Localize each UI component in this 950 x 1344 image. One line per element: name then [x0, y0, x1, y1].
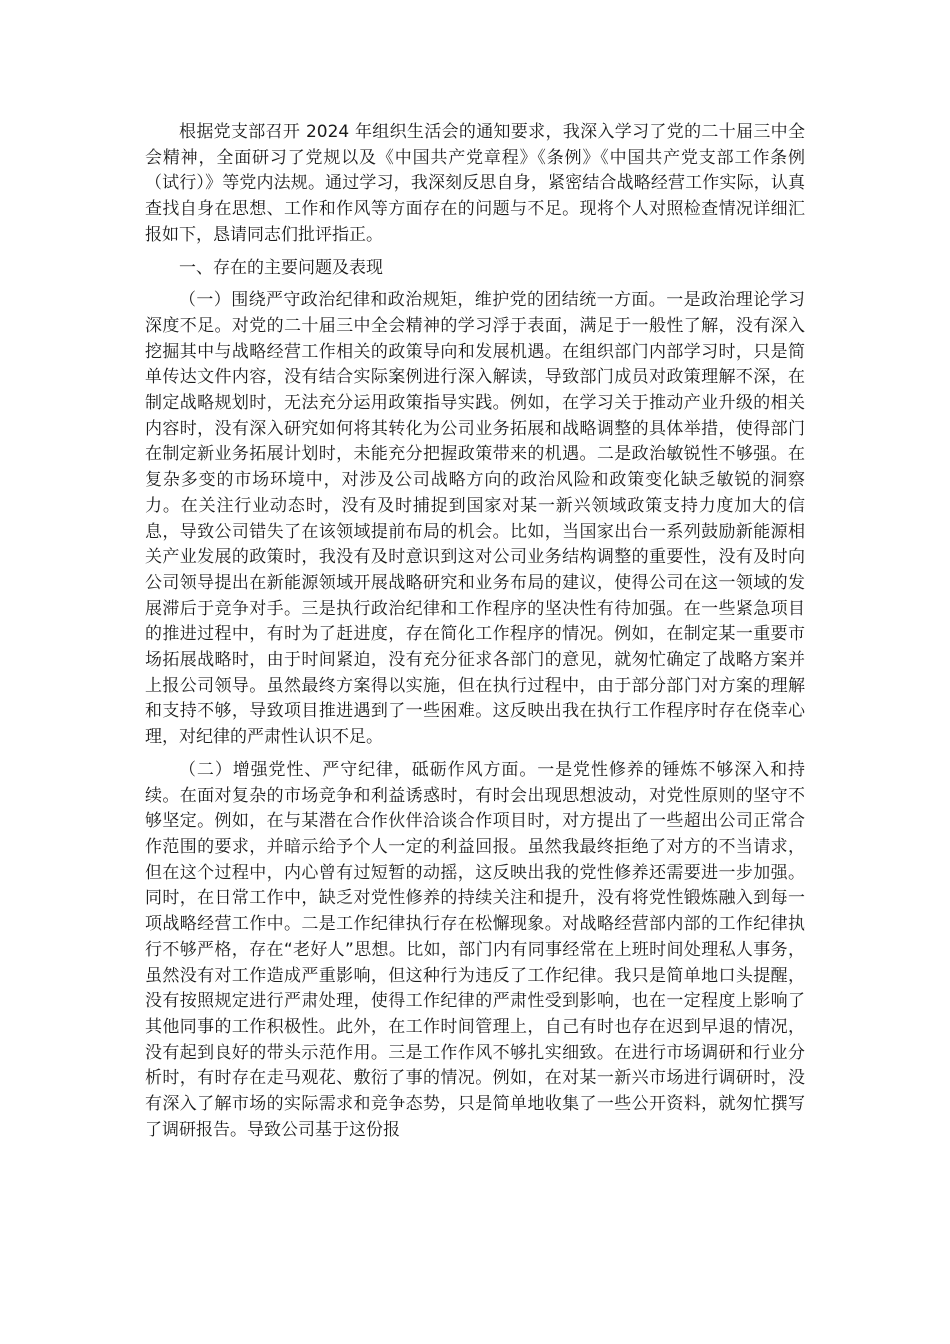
document-page	[145, 120, 805, 1143]
body-paragraph-1: （一）围绕严守政治纪律和政治规矩，维护党的团结统一方面。一是政治理论学习深度不足。对党的二十届三中全会精神的学习浮于表面，满足于一般性了解，没有深入挖掘其中与战略经营工作相关的政策导向和发展机遇。在组织部门内部学习时，只是简单传达文件内容，没有结合实际案例进行深入解读，导致部门成员对政策理解不深，在制定战略规划时，无法充分运用政策指导实践。例如，在学习关于推动产业升级的相关内容时，没有深入研究如何将其转化为公司业务拓展和战略调整的具体举措，使得部门在制定新业务拓展计划时，未能充分把握政策带来的机遇。二是政治敏锐性不够强。在复杂多变的市场环境中，对涉及公司战略方向的政治风险和政策变化缺乏敏锐的洞察力。在关注行业动态时，没有及时捕捉到国家对某一新兴领域政策支持力度加大的信息，导致公司错失了在该领域提前布局的机会。比如，当国家出台一系列鼓励新能源相关产业发展的政策时，我没有及时意识到这对公司业务结构调整的重要性，没有及时向公司领导提出在新能源领域开展战略研究和业务布局的建议，使得公司在这一领域的发展滞后于竞争对手。三是执行政治纪律和工作程序的坚决性有待加强。在一些紧急项目的推进过程中，有时为了赶进度，存在简化工作程序的情况。例如，在制定某一重要市场拓展战略时，由于时间紧迫，没有充分征求各部门的意见，就匆忙确定了战略方案并上报公司领导。虽然最终方案得以实施，但在执行过程中，由于部分部门对方案的理解和支持不够，导致项目推进遇到了一些困难。这反映出我在执行工作程序时存在侥幸心理，对纪律的严肃性认识不足。	[145, 290, 805, 748]
section-heading: 一、存在的主要问题及表现	[179, 257, 383, 278]
intro-paragraph: 根据党支部召开 2024 年组织生活会的通知要求，我深入学习了党的二十届三中全会精神，全面研习了党规以及《中国共产党章程》《条例》《中国共产党支部工作条例（试行）》等党内法规。通过学习，我深刻反思自身，紧密结合战略经营工作实际，认真查找自身在思想、工作和作风等方面存在的问题与不足。现将个人对照检查情况详细汇报如下，恳请同志们批评指正。	[145, 122, 805, 245]
body-paragraph-2: （二）增强党性、严守纪律，砥砺作风方面。一是党性修养的锤炼不够深入和持续。在面对复杂的市场竞争和利益诱惑时，有时会出现思想波动，对党性原则的坚守不够坚定。例如，在与某潜在合作伙伴洽谈合作项目时，对方提出了一些超出公司正常合作范围的要求，并暗示给予个人一定的利益回报。虽然我最终拒绝了对方的不当请求，但在这个过程中，内心曾有过短暂的动摇，这反映出我的党性修养还需要进一步加强。同时，在日常工作中，缺乏对党性修养的持续关注和提升，没有将党性锻炼融入到每一项战略经营工作中。二是工作纪律执行存在松懈现象。对战略经营部内部的工作纪律执行不够严格，存在“老好人”思想。比如，部门内有同事经常在上班时间处理私人事务，虽然没有对工作造成严重影响，但这种行为违反了工作纪律。我只是简单地口头提醒，没有按照规定进行严肃处理，使得工作纪律的严肃性受到影响，也在一定程度上影响了其他同事的工作积极性。此外，在工作时间管理上，自己有时也存在迟到早退的情况，没有起到良好的带头示范作用。三是工作作风不够扎实细致。在进行市场调研和行业分析时，有时存在走马观花、敷衍了事的情况。例如，在对某一新兴市场进行调研时，没有深入了解市场的实际需求和竞争态势，只是简单地收集了一些公开资料，就匆忙撰写了调研报告。导致公司基于这份报	[145, 759, 805, 1140]
